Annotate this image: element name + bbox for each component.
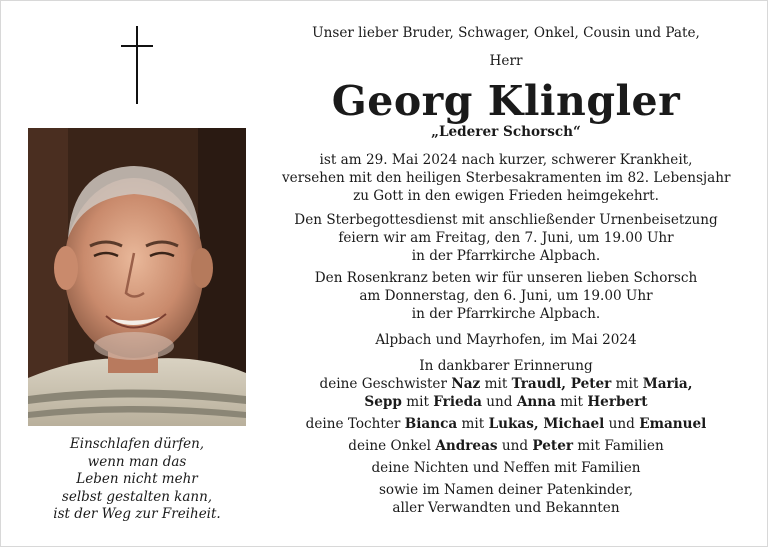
notice-body [282, 24, 730, 517]
daughter-line: deine Tochter Bianca mit Lukas, Michael und Emanuel [305, 416, 707, 432]
siblings-line-2: Sepp mit Frieda und Anna mit Herbert [364, 394, 648, 410]
deceased-name: Georg Klingler [331, 77, 681, 125]
rosary-line: am Donnerstag, den 6. Juni, um 19.00 Uhr [359, 288, 653, 304]
quote-line: Einschlafen dürfen, [69, 436, 205, 452]
quote-line: selbst gestalten kann, [61, 488, 213, 505]
siblings-line: deine Geschwister Naz mit Traudl, Peter mit Maria, [319, 376, 693, 392]
nickname: „Lederer Schorsch“ [431, 124, 581, 140]
quote-line: Leben nicht mehr [76, 471, 198, 487]
death-line: versehen mit den heiligen Sterbesakramenten im 82. Lebensjahr [282, 170, 731, 186]
intro-text: Unser lieber Bruder, Schwager, Onkel, Cousin und Pate, [312, 25, 700, 41]
rosary-line: in der Pfarrkirche Alpbach. [411, 306, 601, 322]
death-line: ist am 29. Mai 2024 nach kurzer, schwerer Krankheit, [319, 152, 693, 168]
rosary-line: Den Rosenkranz beten wir für unseren lieben Schorsch [314, 270, 698, 286]
funeral-line: in der Pfarrkirche Alpbach. [411, 248, 601, 264]
funeral-line: Den Sterbegottesdienst mit anschließender Urnenbeisetzung [294, 212, 718, 228]
place-date: Alpbach und Mayrhofen, im Mai 2024 [375, 332, 637, 348]
quote-line: wenn man das [87, 453, 187, 470]
mourners-intro: In dankbarer Erinnerung [419, 358, 593, 374]
funeral-line: feiern wir am Freitag, den 7. Juni, um 19.00 Uhr [338, 230, 674, 246]
quote-line: ist der Weg zur Freiheit. [53, 506, 221, 522]
godchildren-line: sowie im Namen deiner Patenkinder, [378, 482, 634, 498]
title-text: Herr [489, 53, 523, 69]
cross-icon [121, 26, 153, 104]
quote-block [28, 436, 246, 524]
uncles-line: deine Onkel Andreas und Peter mit Familien [348, 438, 664, 454]
portrait-photo [28, 128, 246, 426]
death-line: zu Gott in den ewigen Frieden heimgekehrt. [353, 188, 659, 204]
relatives-line: aller Verwandten und Bekannten [392, 500, 620, 516]
nieces-line: deine Nichten und Neffen mit Familien [371, 460, 641, 476]
